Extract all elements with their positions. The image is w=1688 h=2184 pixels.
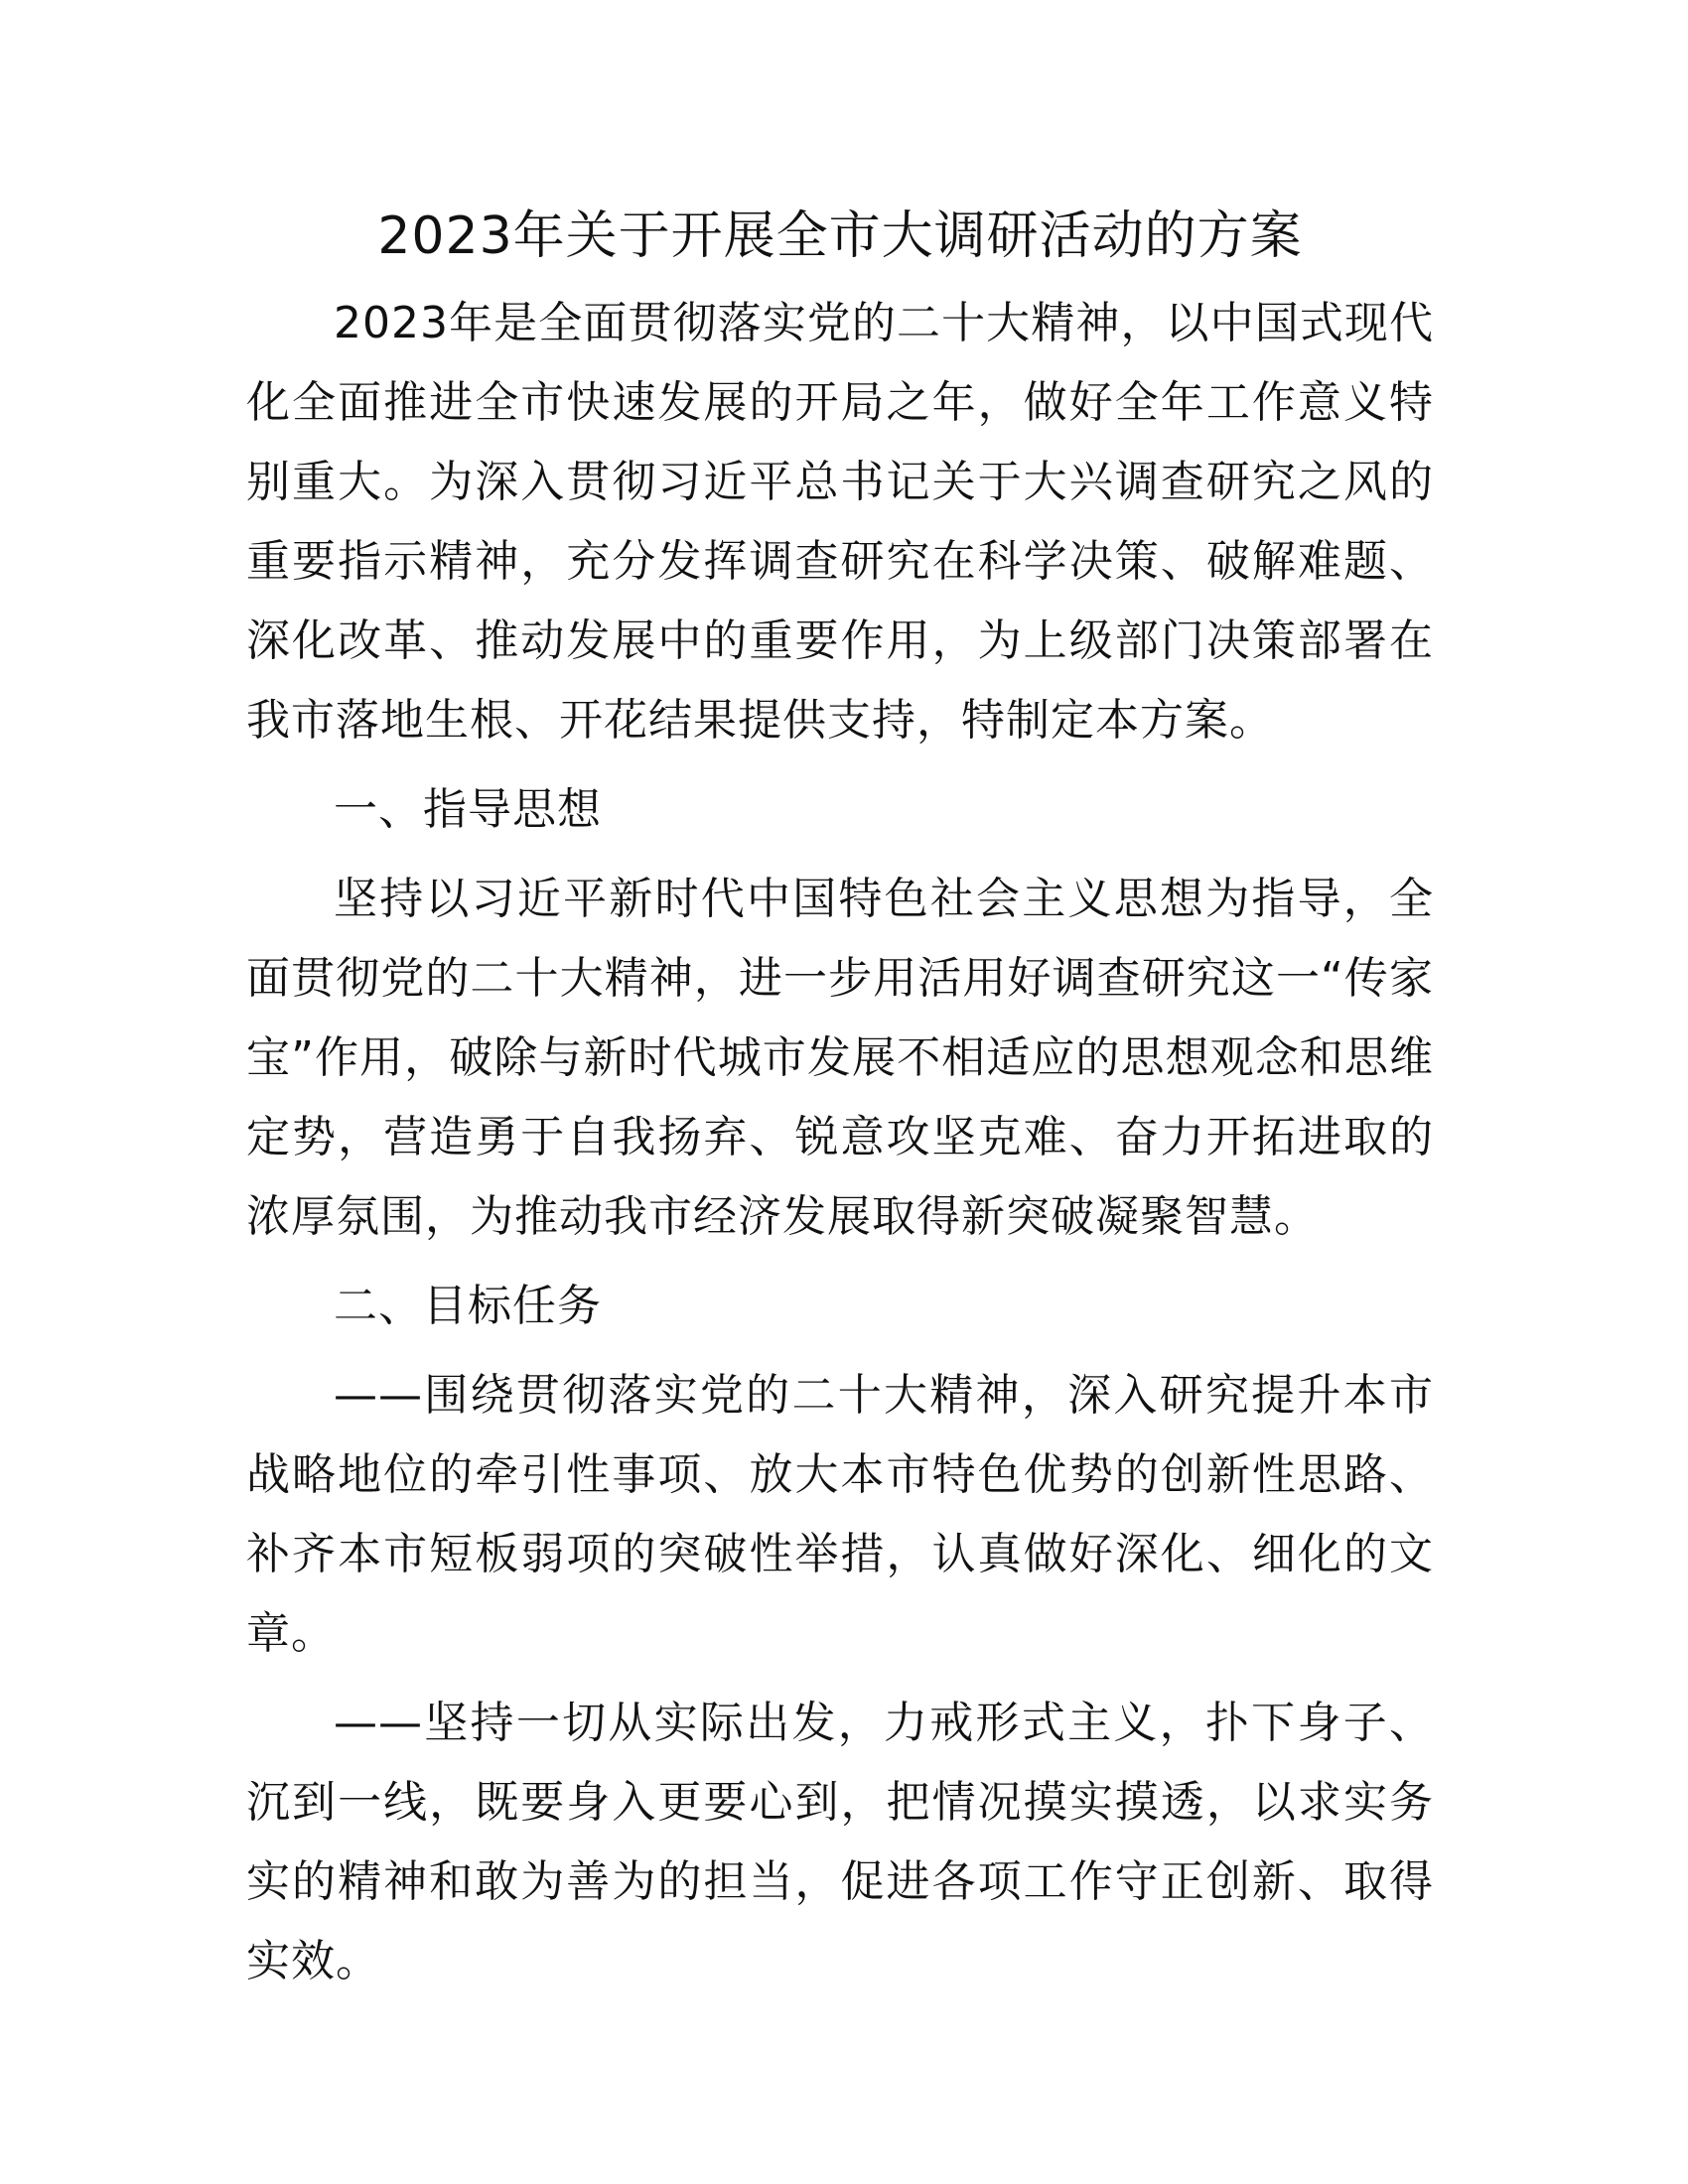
goals-item-1: ——围绕贯彻落实党的二十大精神，深入研究提升本市战略地位的牵引性事项、放大本市特色优势的创新性思路、补齐本市短板弱项的突破性举措，认真做好深化、细化的文章。: [246, 1370, 1434, 1659]
guiding-ideology-paragraph: 坚持以习近平新时代中国特色社会主义思想为指导，全面贯彻党的二十大精神，进一步用活用好调查研究这一“传家宝”作用，破除与新时代城市发展不相适应的思想观念和思维定势，营造勇于自我扬弃、锐意攻坚克难、奋力开拓进取的浓厚氛围，为推动我市经济发展取得新突破凝聚智慧。: [246, 874, 1434, 1242]
document-content: [246, 195, 1434, 2011]
section-heading-guiding-ideology: 一、指导思想: [334, 784, 602, 835]
section-heading-goals-tasks: 二、目标任务: [334, 1281, 602, 1331]
goals-item-2: ——坚持一切从实际出发，力戒形式主义，扑下身子、沉到一线，既要身入更要心到，把情况摸实摸透，以求实务实的精神和敢为善为的担当，促进各项工作守正创新、取得实效。: [246, 1698, 1434, 1986]
intro-paragraph: 2023年是全面贯彻落实党的二十大精神，以中国式现代化全面推进全市快速发展的开局之年，做好全年工作意义特别重大。为深入贯彻习近平总书记关于大兴调查研究之风的重要指示精神，充分发挥调查研究在科学决策、破解难题、深化改革、推动发展中的重要作用，为上级部门决策部署在我市落地生根、开花结果提供支持，特制定本方案。: [246, 298, 1434, 746]
document-title: 2023年关于开展全市大调研活动的方案: [377, 206, 1303, 266]
